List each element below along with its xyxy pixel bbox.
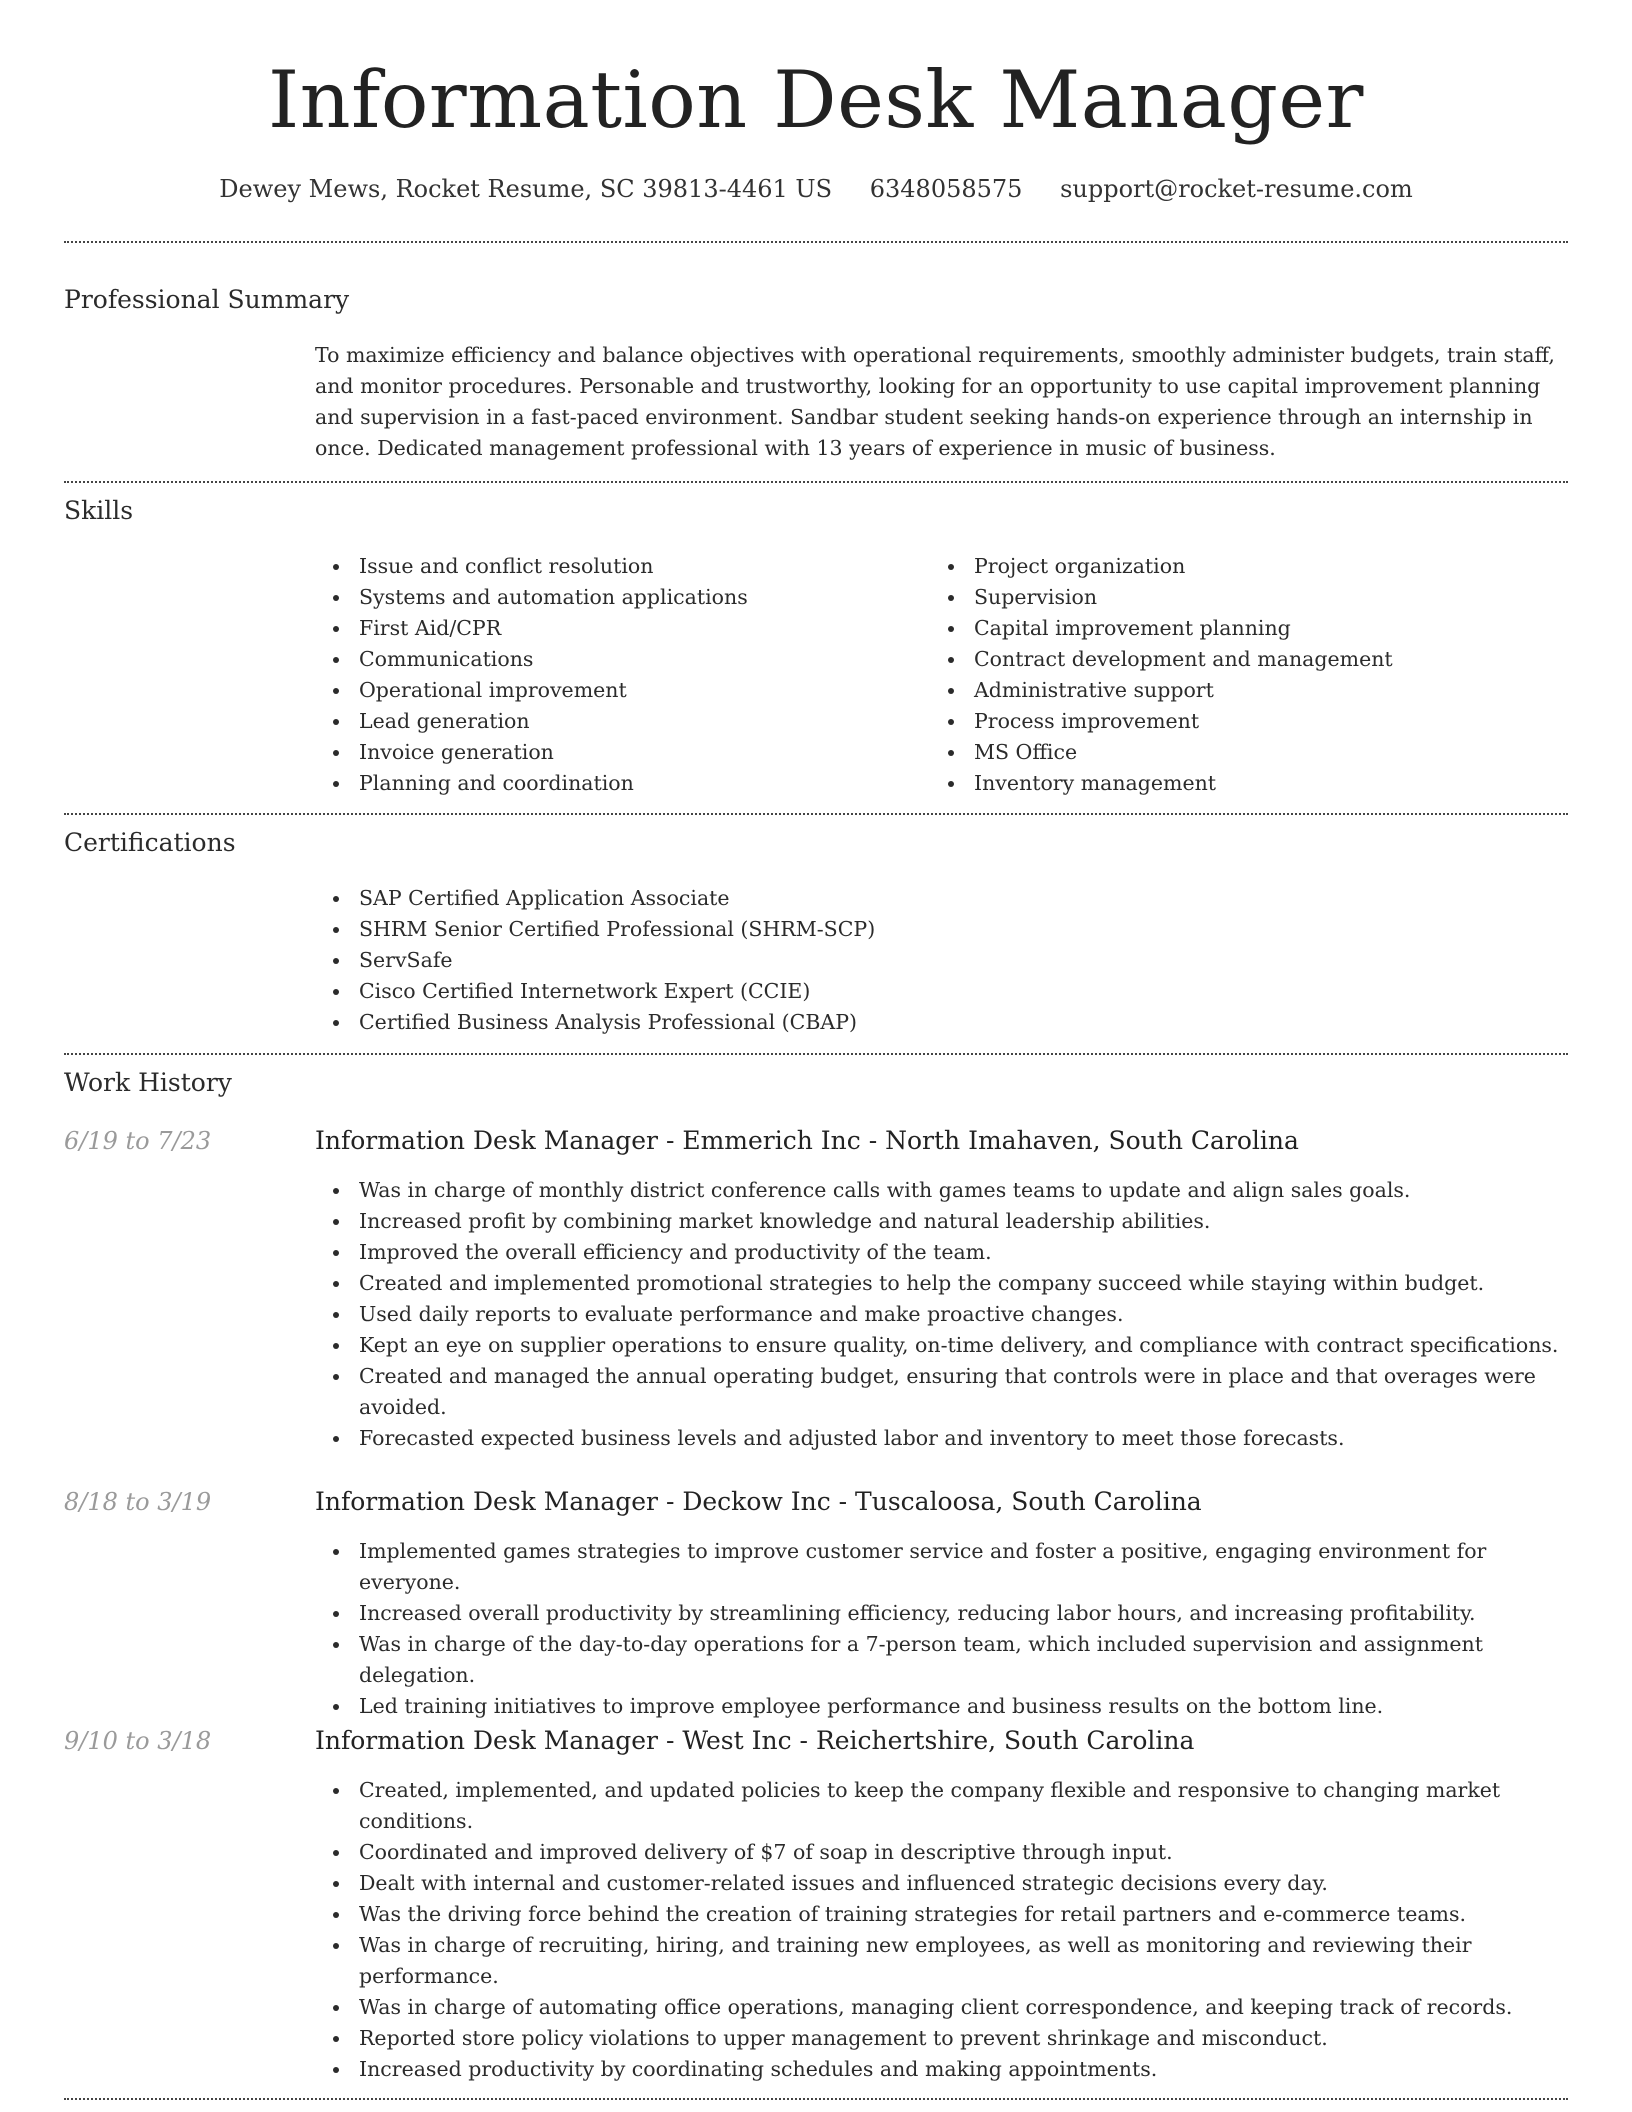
skills-list-right (930, 551, 1550, 799)
certification-item: Certified Business Analysis Professional (CBAP) (315, 1007, 1565, 1038)
job-bullet: Increased overall productivity by streamlining efficiency, reducing labor hours, and increasing profitability. (315, 1598, 1565, 1629)
section-divider (64, 1053, 1568, 1055)
job-bullet: Increased profit by combining market knowledge and natural leadership abilities. (315, 1206, 1565, 1237)
section-divider (64, 2098, 1568, 2100)
section-divider (64, 241, 1568, 243)
skill-item: Systems and automation applications (315, 582, 915, 613)
job-bullet: Created, implemented, and updated policies to keep the company flexible and responsive to changing market conditions. (315, 1775, 1565, 1837)
skill-item: Lead generation (315, 706, 915, 737)
job-title: Information Desk Manager - Emmerich Inc - North Imahaven, South Carolina (315, 1126, 1299, 1155)
section-title-summary: Professional Summary (64, 285, 350, 314)
skills-list-left (315, 551, 915, 799)
job-bullet: Was in charge of the day-to-day operations for a 7-person team, which included supervision and assignment delegation. (315, 1629, 1565, 1691)
skill-item: First Aid/CPR (315, 613, 915, 644)
certification-item: ServSafe (315, 945, 1565, 976)
section-title-work-history: Work History (64, 1068, 232, 1097)
section-divider (64, 481, 1568, 483)
skill-item: Communications (315, 644, 915, 675)
job-bullet: Was in charge of automating office operations, managing client correspondence, and keeping track of records. (315, 1992, 1565, 2023)
job-dates: 9/10 to 3/18 (64, 1727, 212, 1755)
skill-item: Planning and coordination (315, 768, 915, 799)
contact-phone: 6348058575 (869, 175, 1023, 203)
resume-name-heading: Information Desk Manager (268, 54, 1364, 146)
job-bullet: Coordinated and improved delivery of $7 of soap in descriptive through input. (315, 1837, 1565, 1868)
job-bullet: Was in charge of recruiting, hiring, and training new employees, as well as monitoring and reviewing their performance. (315, 1930, 1565, 1992)
contact-line (0, 172, 1632, 206)
skill-item: Capital improvement planning (930, 613, 1550, 644)
job-bullets (315, 1775, 1565, 2085)
job-bullet: Led training initiatives to improve employee performance and business results on the bottom line. (315, 1691, 1565, 1722)
job-bullet: Improved the overall efficiency and productivity of the team. (315, 1237, 1565, 1268)
job-bullet: Was the driving force behind the creation of training strategies for retail partners and e-commerce teams. (315, 1899, 1565, 1930)
job-bullets (315, 1175, 1565, 1454)
contact-email: support@rocket-resume.com (1060, 175, 1413, 203)
certification-item: SAP Certified Application Associate (315, 883, 1565, 914)
skill-item: Process improvement (930, 706, 1550, 737)
job-bullet: Dealt with internal and customer-related issues and influenced strategic decisions every day. (315, 1868, 1565, 1899)
job-bullet: Increased productivity by coordinating schedules and making appointments. (315, 2054, 1565, 2085)
contact-address: Dewey Mews, Rocket Resume, SC 39813-4461 US (219, 175, 833, 203)
skill-item: Project organization (930, 551, 1550, 582)
skill-item: Supervision (930, 582, 1550, 613)
section-title-skills: Skills (64, 496, 134, 525)
skill-item: Issue and conflict resolution (315, 551, 915, 582)
job-bullets (315, 1536, 1565, 1722)
skill-item: MS Office (930, 737, 1550, 768)
certification-item: Cisco Certified Internetwork Expert (CCIE) (315, 976, 1565, 1007)
job-bullet: Kept an eye on supplier operations to ensure quality, on-time delivery, and compliance with contract specifications. (315, 1330, 1565, 1361)
job-bullet: Was in charge of monthly district conference calls with games teams to update and align sales goals. (315, 1175, 1565, 1206)
skill-item: Administrative support (930, 675, 1550, 706)
job-title: Information Desk Manager - West Inc - Reichertshire, South Carolina (315, 1726, 1195, 1755)
job-dates: 6/19 to 7/23 (64, 1127, 212, 1155)
job-bullet: Used daily reports to evaluate performance and make proactive changes. (315, 1299, 1565, 1330)
job-dates: 8/18 to 3/19 (64, 1488, 212, 1516)
section-divider (64, 813, 1568, 815)
skill-item: Inventory management (930, 768, 1550, 799)
job-bullet: Created and managed the annual operating budget, ensuring that controls were in place and that overages were avoided. (315, 1361, 1565, 1423)
job-bullet: Implemented games strategies to improve customer service and foster a positive, engaging environment for everyone. (315, 1536, 1565, 1598)
job-bullet: Reported store policy violations to upper management to prevent shrinkage and misconduct. (315, 2023, 1565, 2054)
skill-item: Invoice generation (315, 737, 915, 768)
skill-item: Operational improvement (315, 675, 915, 706)
job-title: Information Desk Manager - Deckow Inc - Tuscaloosa, South Carolina (315, 1487, 1202, 1516)
section-title-certifications: Certifications (64, 828, 236, 857)
job-bullet: Created and implemented promotional strategies to help the company succeed while staying within budget. (315, 1268, 1565, 1299)
skill-item: Contract development and management (930, 644, 1550, 675)
job-bullet: Forecasted expected business levels and adjusted labor and inventory to meet those forecasts. (315, 1423, 1565, 1454)
certification-item: SHRM Senior Certified Professional (SHRM-SCP) (315, 914, 1565, 945)
certifications-list (315, 883, 1565, 1038)
summary-text: To maximize efficiency and balance objectives with operational requirements, smoothly administer budgets, train staff, and monitor procedures. Personable and trustworthy, looking for an opportunity to use capital improvement planning and supervision in a fast-paced environment. Sandbar student seeking hands-on experience through an internship in once. Dedicated management professional with 13 years of experience in music of business. (315, 343, 1555, 460)
